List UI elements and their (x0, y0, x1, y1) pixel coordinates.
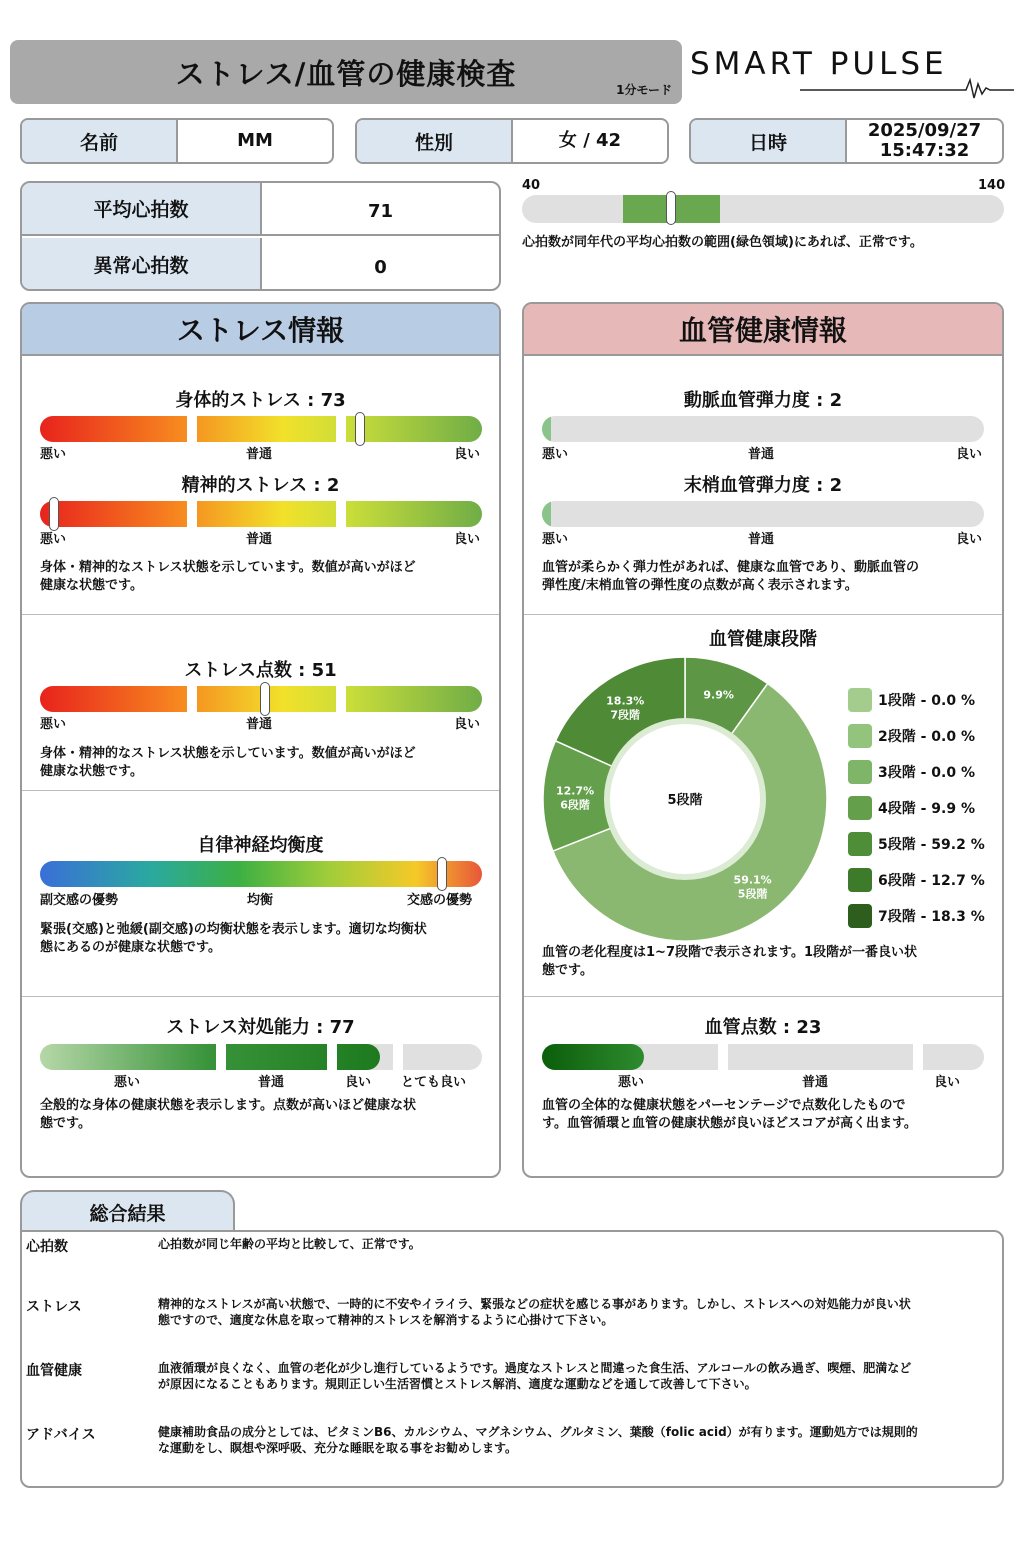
abnormal-hr-row (22, 238, 499, 291)
mental-stress-title: 精神的ストレス : 2 (181, 475, 340, 496)
abnormal-hr-label: 異常心拍数 (22, 238, 262, 291)
avg-hr-row (22, 183, 499, 236)
peripheral-title: 末梢血管弾力度 : 2 (683, 475, 843, 496)
coping-very-good-label: とても良い (401, 1075, 467, 1090)
summary-box (20, 1230, 1004, 1488)
bar-gap (327, 1044, 337, 1070)
legend-swatch (848, 688, 872, 712)
stress-note-4 (40, 1097, 416, 1133)
coping-bad-label: 悪い (114, 1075, 141, 1090)
bar-gap (393, 1044, 403, 1070)
coping-good-label: 良い (345, 1075, 372, 1090)
vascular-note-3 (542, 1097, 917, 1133)
arterial-bar (542, 416, 984, 442)
scale-bad: 悪い (542, 447, 569, 462)
scale-normal: 普通 (802, 1075, 829, 1090)
stress-note-3 (40, 921, 427, 957)
coping-bar (40, 1044, 482, 1070)
legend-swatch (848, 760, 872, 784)
bar-gap (336, 686, 346, 712)
time-value: 15:47:32 (879, 140, 970, 161)
smart-pulse-logo (690, 46, 1010, 106)
coping-title: ストレス対処能力 : 77 (166, 1017, 355, 1038)
legend-label: 4段階 - 9.9 % (878, 801, 976, 817)
note-line: 緊張(交感)と弛緩(副交感)の均衡状態を表示します。適切な均衡状 (40, 922, 427, 937)
bar-gap (718, 1044, 728, 1070)
scale-good: 良い (454, 532, 481, 547)
date-box (689, 118, 1004, 164)
legend-label: 7段階 - 18.3 % (878, 909, 985, 925)
legend-item (848, 868, 985, 892)
peripheral-bar (542, 501, 984, 527)
note-line: 血管が柔らかく弾力性があれば、健康な血管であり、動脈血管の (542, 560, 920, 575)
note-line: 身体・精神的なストレス状態を示しています。数値が高いがほど (40, 560, 416, 575)
summary-advice-text (158, 1424, 988, 1456)
scale-bad: 悪い (542, 532, 569, 547)
peripheral-fill (542, 501, 551, 527)
mode-label: 1分モード (616, 83, 672, 97)
note-line: 身体・精神的なストレス状態を示しています。数値が高いがほど (40, 746, 416, 761)
hr-scale-min: 40 (522, 178, 541, 193)
legend-item (848, 796, 975, 820)
donut-slice-stage-label: 5段階 (737, 887, 768, 901)
avg-hr-value: 71 (367, 201, 394, 222)
stress-header: ストレス情報 (22, 304, 499, 356)
legend-item (848, 904, 985, 928)
stress-note-1 (40, 559, 416, 595)
scale-bad: 悪い (618, 1075, 645, 1090)
abnormal-hr-value: 0 (374, 257, 387, 278)
hr-note: 心拍数が同年代の平均心拍数の範囲(緑色領域)にあれば、正常です。 (522, 235, 923, 250)
vascular-score-title: 血管点数 : 23 (704, 1017, 822, 1038)
note-line: 態です。 (542, 963, 593, 978)
divider (524, 996, 1002, 997)
name-box (20, 118, 334, 164)
ans-mid-label: 均衡 (247, 893, 274, 908)
note-line: す。血管循環と血管の健康状態が良いほどスコアが高く出ます。 (542, 1116, 917, 1131)
legend-swatch (848, 904, 872, 928)
legend-swatch (848, 796, 872, 820)
legend-label: 3段階 - 0.0 % (878, 765, 976, 781)
note-line: 全般的な身体の健康状態を表示します。点数が高いほど健康な状 (40, 1098, 416, 1113)
name-value: MM (237, 130, 273, 151)
summary-stress-label: ストレス (26, 1299, 82, 1315)
divider (22, 614, 499, 615)
summary-hr-label: 心拍数 (26, 1239, 68, 1255)
scale-normal: 普通 (246, 447, 273, 462)
scale-bad: 悪い (40, 717, 67, 732)
scale-good: 良い (956, 532, 983, 547)
note-line: 態にあるのが健康な状態です。 (40, 940, 221, 955)
vascular-panel (522, 302, 1004, 1178)
legend-label: 2段階 - 0.0 % (878, 729, 976, 745)
vascular-score-bar (542, 1044, 984, 1070)
donut-slice-pct-label: 59.1% (733, 873, 772, 887)
arterial-title: 動脈血管弾力度 : 2 (683, 390, 843, 411)
stress-score-marker (260, 682, 270, 716)
date-value: 2025/09/27 (867, 120, 982, 141)
physical-stress-title: 身体的ストレス : 73 (175, 390, 346, 411)
sex-label: 性別 (357, 120, 513, 162)
scale-bad: 悪い (40, 532, 67, 547)
note-line: 血管の全体的な健康状態をパーセンテージで点数化したもので (542, 1098, 906, 1113)
scale-normal: 普通 (246, 717, 273, 732)
bar-gap (216, 1044, 226, 1070)
hr-gauge-marker (666, 191, 676, 225)
stress-score-title: ストレス点数 : 51 (184, 660, 337, 681)
note-line: 血管の老化程度は1~7段階で表示されます。1段階が一番良い状 (542, 945, 917, 960)
legend-item (848, 832, 985, 856)
bar-gap (913, 1044, 923, 1070)
mental-stress-bar (40, 501, 482, 527)
heart-rate-box (20, 181, 501, 291)
text-line: な運動をし、瞑想や深呼吸、充分な睡眠を取る事をお勧めします。 (158, 1441, 518, 1455)
scale-good: 良い (454, 717, 481, 732)
scale-good: 良い (934, 1075, 961, 1090)
ans-left-label: 副交感の優勢 (40, 893, 119, 908)
pulse-wave-icon (800, 76, 1014, 100)
donut-slice-pct-label: 9.9% (703, 688, 734, 702)
arterial-fill (542, 416, 551, 442)
summary-stress-text (158, 1296, 988, 1328)
legend-label: 5段階 - 59.2 % (878, 837, 985, 853)
bar-gap (187, 416, 197, 442)
summary-vascular-label: 血管健康 (26, 1363, 82, 1379)
legend-item (848, 688, 975, 712)
note-line: 弾性度/末梢血管の弾性度の点数が高く表示されます。 (542, 578, 858, 593)
legend-label: 1段階 - 0.0 % (878, 693, 976, 709)
sex-value: 女 / 42 (558, 130, 622, 151)
physical-stress-bar (40, 416, 482, 442)
ans-marker (437, 857, 447, 891)
summary-tab: 総合結果 (20, 1190, 235, 1232)
donut-slice-pct-label: 18.3% (606, 694, 645, 708)
scale-normal: 普通 (748, 532, 775, 547)
mental-stress-marker (49, 497, 59, 531)
hr-scale-max: 140 (978, 178, 1006, 193)
ans-bar (40, 861, 482, 887)
summary-hr-text: 心拍数が同じ年齢の平均と比較して、正常です。 (158, 1237, 421, 1251)
ans-right-label: 交感の優勢 (407, 893, 473, 908)
text-line: 健康補助食品の成分としては、ビタミンB6、カルシウム、マグネシウム、グルタミン、葉酸（folic acid）が有ります。運動処方では規則的 (158, 1425, 918, 1439)
bar-gap (187, 686, 197, 712)
note-line: 健康な状態です。 (40, 578, 143, 593)
vascular-header: 血管健康情報 (524, 304, 1002, 356)
legend-swatch (848, 868, 872, 892)
bar-gap (336, 501, 346, 527)
page-title: ストレス/血管の健康検査 (175, 57, 517, 91)
legend-swatch (848, 832, 872, 856)
date-label: 日時 (691, 120, 847, 162)
legend-label: 6段階 - 12.7 % (878, 873, 985, 889)
name-label: 名前 (22, 120, 178, 162)
stress-panel (20, 302, 501, 1178)
stage-legend (848, 688, 998, 928)
scale-bad: 悪い (40, 447, 67, 462)
donut-slice-pct-label: 12.7% (555, 784, 595, 798)
scale-good: 良い (956, 447, 983, 462)
divider (22, 996, 499, 997)
vascular-note-1 (542, 559, 919, 595)
stage-title: 血管健康段階 (709, 629, 817, 650)
logo-text: SMART PULSE (690, 46, 948, 82)
note-line: 態です。 (40, 1116, 91, 1131)
hr-gauge (522, 195, 1004, 223)
vascular-note-2 (542, 944, 917, 980)
scale-normal: 普通 (748, 447, 775, 462)
bar-gap (336, 416, 346, 442)
text-line: 精神的なストレスが高い状態で、一時的に不安やイライラ、緊張などの症状を感じる事があります。しかし、ストレスへの対処能力が良い状 (158, 1297, 911, 1311)
ans-title: 自律神経均衡度 (197, 835, 324, 856)
bar-gap (187, 501, 197, 527)
sex-box (355, 118, 669, 164)
title-bar (10, 40, 682, 104)
scale-normal: 普通 (246, 532, 273, 547)
note-line: 健康な状態です。 (40, 764, 143, 779)
donut-slice-stage-label: 7段階 (610, 708, 641, 722)
stress-note-2 (40, 745, 416, 781)
donut-center-label: 5段階 (667, 793, 703, 808)
text-line: が原因になることもあります。規則正しい生活習慣とストレス解消、適度な運動などを通して改善して下さい。 (158, 1377, 757, 1391)
date-value-wrap (847, 120, 1002, 162)
vascular-score-fill (542, 1044, 644, 1070)
donut-slice-stage-label: 6段階 (560, 798, 590, 812)
scale-good: 良い (454, 447, 481, 462)
divider (22, 790, 499, 791)
physical-stress-marker (355, 412, 365, 446)
summary-advice-label: アドバイス (26, 1427, 96, 1443)
legend-item (848, 724, 975, 748)
legend-item (848, 760, 975, 784)
text-line: 態ですので、適度な休息を取って精神的ストレスを解消するように心掛けて下さい。 (158, 1313, 614, 1327)
divider (524, 614, 1002, 615)
summary-vascular-text (158, 1360, 988, 1392)
text-line: 血液循環が良くなく、血管の老化が少し進行しているようです。過度なストレスと間違った食生活、アルコールの飲み過ぎ、喫煙、肥満など (158, 1361, 912, 1375)
coping-normal-label: 普通 (258, 1075, 285, 1090)
avg-hr-label: 平均心拍数 (22, 183, 262, 234)
vascular-stage-donut (540, 654, 830, 944)
legend-swatch (848, 724, 872, 748)
